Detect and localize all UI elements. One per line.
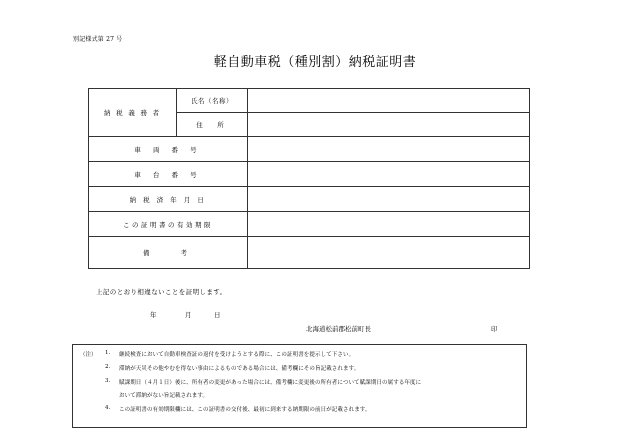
note-number: 1. — [105, 350, 111, 356]
form-number: 別記様式第 27 号 — [73, 36, 123, 43]
chassis-number-value — [248, 162, 530, 187]
date-day: 日 — [214, 311, 221, 319]
certification-statement: 上記のとおり相違ないことを証明します。 — [96, 288, 227, 296]
issuer-name: 北海道松前郡松前町長 — [306, 325, 371, 333]
note-text: この証明書の有効期限欄には、この証明書の交付後、最初に到来する納期限の前日が記載されます。 — [119, 407, 371, 413]
table-row — [89, 187, 530, 212]
note-text: 滞納が天災その他やむを得ない事由によるものである場合には、備考欄にその旨記載されます。 — [119, 366, 360, 372]
note-text: 賦課期日（４月１日）後に、所有者の変更があった場合には、備考欄に変更後の所有者について賦課期日の属する年度に — [119, 380, 422, 386]
table-row — [89, 212, 530, 237]
remarks-value — [248, 237, 530, 269]
notes-box — [72, 344, 527, 428]
validity-label: この証明書の有効期限 — [89, 212, 248, 237]
note-text: 継続検査において自動車検査証の返付を受けようとする際に、この証明書を提示して下さい。 — [119, 352, 355, 358]
payment-date-label: 納 税 済 年 月 日 — [89, 187, 248, 212]
notes-heading: （注） — [80, 352, 97, 358]
note-number: 3. — [105, 378, 111, 384]
table-row — [89, 89, 530, 113]
address-value — [248, 113, 530, 137]
table-row — [89, 162, 530, 187]
note-text: おいて滞納がない旨記載されます。 — [119, 393, 209, 399]
remarks-label: 備 考 — [89, 237, 248, 269]
date-month: 月 — [185, 311, 192, 319]
name-label: 氏名（名称） — [177, 89, 248, 113]
vehicle-number-value — [248, 137, 530, 162]
note-number: 4. — [105, 405, 111, 411]
table-row — [89, 237, 530, 269]
note-number: 2. — [105, 364, 111, 370]
chassis-number-label: 車 台 番 号 — [89, 162, 248, 187]
seal-mark: 印 — [491, 325, 498, 333]
vehicle-number-label: 車 両 番 号 — [89, 137, 248, 162]
certificate-table — [88, 88, 530, 269]
payment-date-value — [248, 187, 530, 212]
address-label: 住 所 — [177, 113, 248, 137]
validity-value — [248, 212, 530, 237]
date-year: 年 — [150, 311, 157, 319]
taxpayer-label: 納 税 義 務 者 — [89, 89, 177, 137]
document-title: 軽自動車税（種別割）納税証明書 — [213, 55, 417, 70]
name-value — [248, 89, 530, 113]
table-row — [89, 137, 530, 162]
